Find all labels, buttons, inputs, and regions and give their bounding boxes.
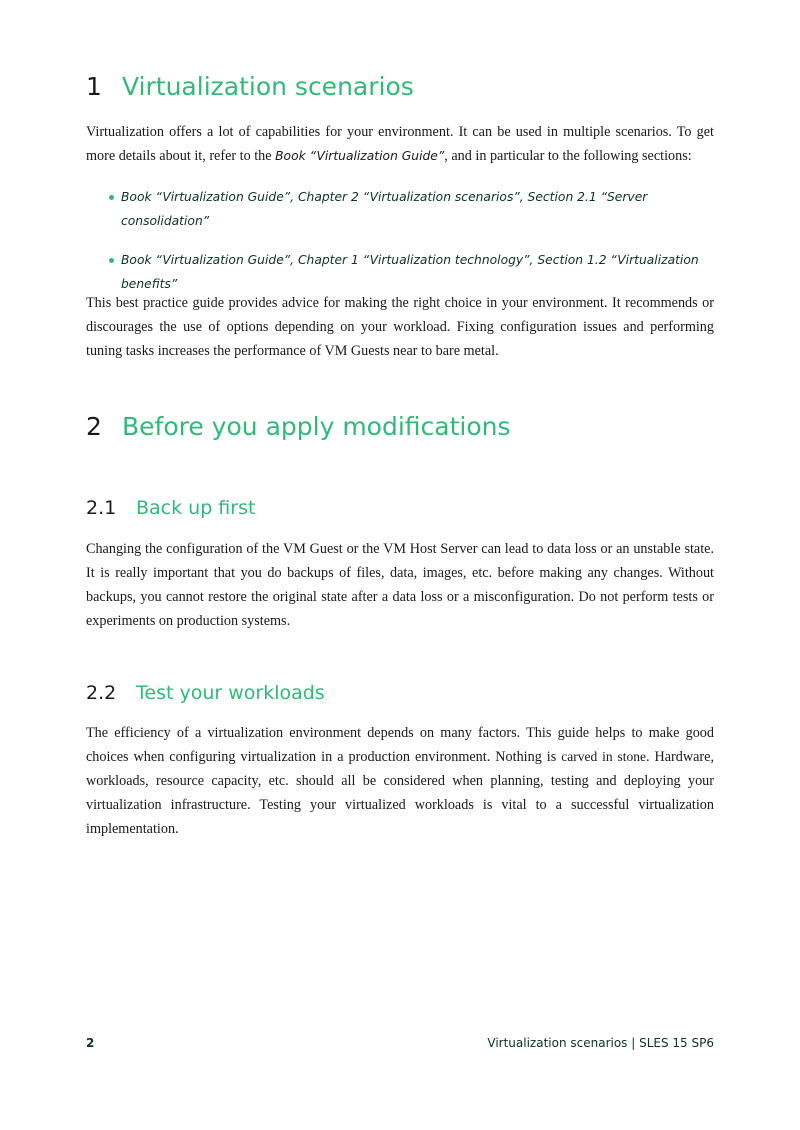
- section-1-heading: [86, 72, 414, 102]
- list-item[interactable]: [86, 248, 714, 296]
- bullet-icon: [109, 195, 114, 200]
- body-text: The efficiency of a virtualization environment depends on many factors. This guide helps to make good choices when configuring virtualization in a production environment. Nothing is: [86, 725, 714, 765]
- intro-text-end: , and in particular to the following sections:: [444, 148, 692, 164]
- section-1-intro: [86, 120, 714, 168]
- subsection-2-1-title: Back up first: [136, 497, 256, 519]
- subsection-2-2-title: Test your workloads: [136, 682, 325, 704]
- running-title: Virtualization scenarios | SLES 15 SP6: [487, 1036, 714, 1050]
- subsection-2-1-heading: [86, 496, 255, 520]
- subsection-2-1-number: 2.1: [86, 497, 117, 519]
- section-2-title: Before you apply modifications: [122, 412, 511, 441]
- page-number: 2: [86, 1036, 95, 1050]
- section-2-heading: [86, 412, 511, 442]
- body-text-end: . Hardware, workloads, resource capacity, etc. should all be considered when planning, testing and deploying your virtualization infrastructure. Testing your virtualized workloads is vital to a successful virtualization implementation.: [86, 749, 714, 837]
- subsection-2-2-body: [86, 721, 714, 841]
- reference-link-2[interactable]: Book “Virtualization Guide”, Chapter 1 “Virtualization technology”, Section 1.2 “Virtualization benefits”: [121, 253, 699, 291]
- intro-book-link[interactable]: Book “Virtualization Guide”: [275, 149, 445, 163]
- section-1-title: Virtualization scenarios: [122, 72, 414, 101]
- bullet-icon: [109, 258, 114, 263]
- emphasis-text: carved in stone: [561, 749, 646, 764]
- reference-link-1[interactable]: Book “Virtualization Guide”, Chapter 2 “Virtualization scenarios”, Section 2.1 “Server consolidation”: [121, 190, 648, 228]
- section-1-closing: This best practice guide provides advice for making the right choice in your environment. It recommends or discourages the use of options depending on your workload. Fixing configuration issues and performing tuning tasks increases the performance of VM Guests near to bare metal.: [86, 295, 714, 359]
- section-2-number: 2: [86, 412, 102, 441]
- subsection-2-2-heading: [86, 681, 325, 705]
- intro-text: Virtualization offers a lot of capabilities for your environment. It can be used in multiple scenarios. To get more details about it, refer to the: [86, 124, 714, 164]
- subsection-2-1-body: Changing the configuration of the VM Guest or the VM Host Server can lead to data loss or an unstable state. It is really important that you do backups of files, data, images, etc. before making any changes. Without backups, you cannot restore the original state after a data loss or a misconfiguration. Do not perform tests or experiments on production systems.: [86, 541, 714, 629]
- section-1-number: 1: [86, 72, 102, 101]
- subsection-2-2-number: 2.2: [86, 682, 117, 704]
- list-item[interactable]: [86, 185, 714, 233]
